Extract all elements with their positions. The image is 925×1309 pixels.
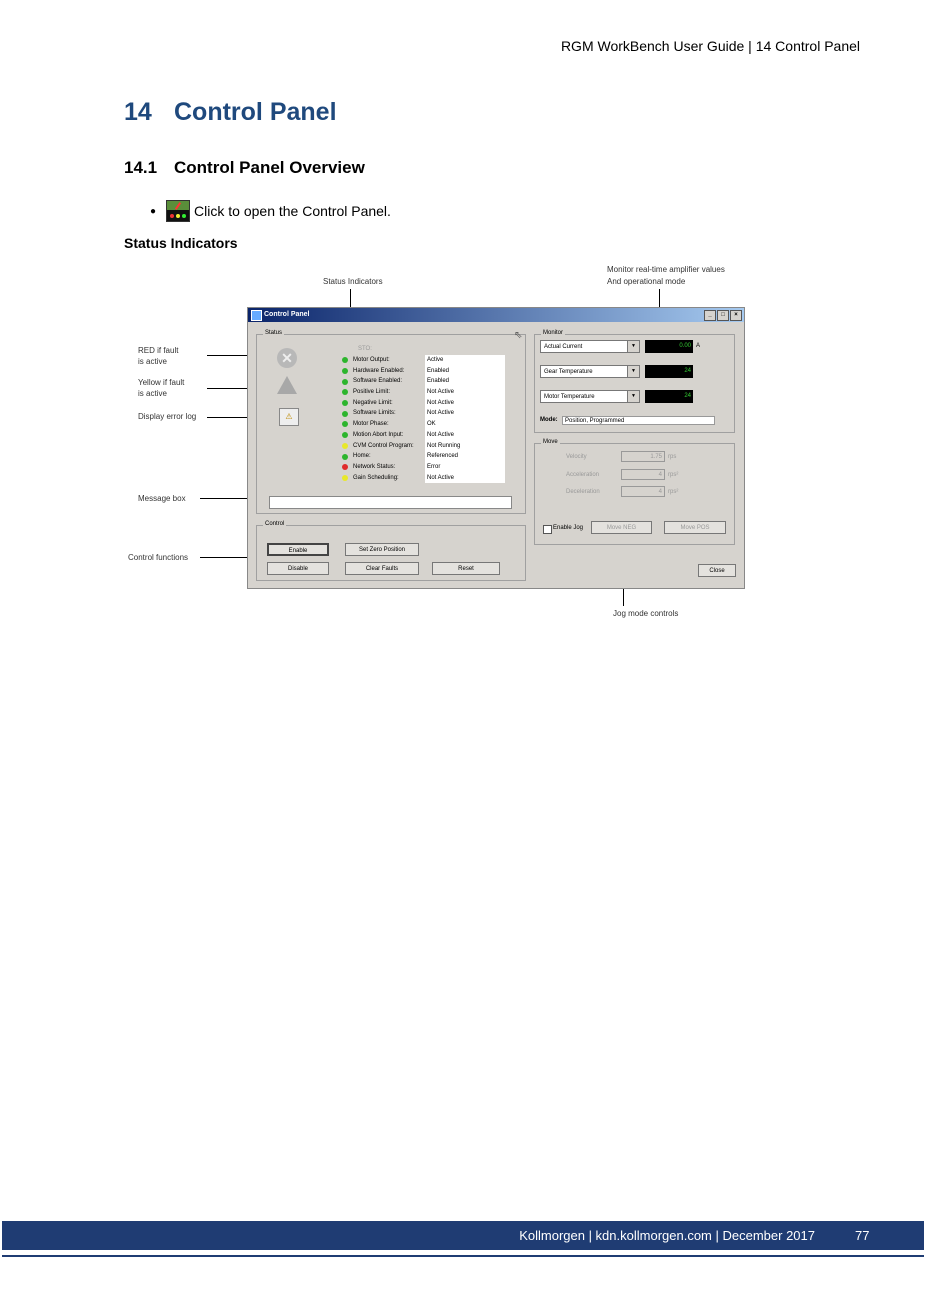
monitor-select-3[interactable]: Motor Temperature ▼	[540, 390, 640, 403]
status-led	[342, 432, 348, 438]
sto-label: STO:	[358, 346, 372, 352]
minimize-button[interactable]: _	[704, 310, 716, 321]
set-zero-position-button[interactable]: Set Zero Position	[345, 543, 419, 556]
status-led	[342, 411, 348, 417]
velocity-input[interactable]: 1.75	[621, 451, 665, 462]
status-group-label: Status	[265, 330, 283, 336]
enable-button[interactable]: Enable	[267, 543, 329, 556]
section-number: 14.1	[124, 158, 158, 177]
callout-error-log: Display error log	[138, 412, 197, 421]
acceleration-input[interactable]: 4	[621, 469, 665, 480]
running-header: RGM WorkBench User Guide | 14 Control Panel	[560, 38, 860, 54]
window-title: Control Panel	[264, 311, 310, 318]
mode-label: Mode:	[540, 417, 558, 423]
footer-line	[2, 1255, 924, 1257]
monitor-value-3: 24	[645, 390, 693, 403]
status-row: Gain Scheduling: Not Active	[342, 473, 505, 484]
status-led	[342, 379, 348, 385]
clear-faults-button[interactable]: Clear Faults	[345, 562, 419, 575]
deceleration-unit: rps²	[668, 489, 679, 495]
chapter-title: Control Panel	[174, 98, 337, 126]
reset-button[interactable]: Reset	[432, 562, 500, 575]
bullet-dot: ●	[150, 205, 157, 217]
section-heading	[124, 158, 365, 178]
cursor-icon: ⇖	[514, 330, 523, 341]
status-led	[342, 475, 348, 481]
close-window-button[interactable]: ×	[730, 310, 742, 321]
fault-x-icon: ✕	[277, 348, 297, 368]
status-row: Motion Abort Input: Not Active	[342, 430, 505, 441]
status-led	[342, 368, 348, 374]
status-led	[342, 443, 348, 449]
status-led	[342, 464, 348, 470]
status-row: Software Limits: Not Active	[342, 408, 505, 419]
move-neg-button[interactable]: Move NEG	[591, 521, 652, 534]
control-panel-icon[interactable]	[166, 200, 190, 222]
monitor-value-2: 24	[645, 365, 693, 378]
status-row: Hardware Enabled: Enabled	[342, 366, 505, 377]
callout-message-box: Message box	[138, 494, 186, 503]
acceleration-label: Acceleration	[566, 472, 600, 478]
acceleration-unit: rps²	[668, 472, 679, 478]
message-box	[269, 496, 512, 509]
chapter-number: 14	[124, 98, 152, 126]
status-led	[342, 454, 348, 460]
mode-value: Position, Programmed	[562, 416, 715, 425]
callout-status-indicators: Status Indicators	[323, 277, 383, 286]
callout-control-functions: Control functions	[128, 553, 189, 562]
callout-yellow-1: Yellow if fault	[138, 378, 185, 387]
velocity-label: Velocity	[566, 454, 587, 460]
status-row: Software Enabled: Enabled	[342, 376, 505, 387]
enable-jog-label: Enable Jog	[553, 525, 584, 531]
status-led	[342, 421, 348, 427]
control-panel-window	[247, 307, 745, 589]
warning-triangle-icon	[277, 376, 297, 394]
maximize-button[interactable]: □	[717, 310, 729, 321]
control-group-label: Control	[265, 521, 285, 527]
status-led	[342, 400, 348, 406]
status-row: Negative Limit: Not Active	[342, 398, 505, 409]
callout-yellow-2: is active	[138, 389, 167, 398]
bullet-text: Click to open the Control Panel.	[194, 203, 391, 219]
monitor-unit-1: A	[696, 343, 701, 349]
velocity-unit: rps	[668, 454, 677, 460]
page-number: 77	[855, 1228, 870, 1243]
status-led	[342, 389, 348, 395]
callout-red-1: RED if fault	[138, 346, 179, 355]
status-led	[342, 357, 348, 363]
bullet-item	[150, 200, 391, 222]
callout-monitor-1: Monitor real-time amplifier values	[607, 265, 725, 274]
enable-jog-checkbox[interactable]	[543, 525, 552, 534]
section-title: Control Panel Overview	[174, 158, 365, 177]
callout-jog-mode: Jog mode controls	[613, 609, 679, 618]
window-icon	[251, 310, 262, 321]
arrow-control	[200, 557, 252, 558]
deceleration-label: Deceleration	[566, 489, 600, 495]
status-row: Positive Limit: Not Active	[342, 387, 505, 398]
callout-red-2: is active	[138, 357, 167, 366]
status-row: Motor Output: Active	[342, 355, 505, 366]
status-row: Network Status: Error	[342, 462, 505, 473]
monitor-group-label: Monitor	[543, 330, 564, 336]
deceleration-input[interactable]: 4	[621, 486, 665, 497]
footer-text: Kollmorgen | kdn.kollmorgen.com | December 2017	[519, 1228, 815, 1243]
status-row: Home: Referenced	[342, 451, 505, 462]
move-pos-button[interactable]: Move POS	[664, 521, 726, 534]
callout-monitor-2: And operational mode	[607, 277, 686, 286]
status-row: Motor Phase: OK	[342, 419, 505, 430]
move-group-label: Move	[543, 439, 558, 445]
disable-button[interactable]: Disable	[267, 562, 329, 575]
status-list	[342, 355, 505, 483]
monitor-select-1[interactable]: Actual Current ▼	[540, 340, 640, 353]
close-button[interactable]: Close	[698, 564, 736, 577]
monitor-select-2[interactable]: Gear Temperature ▼	[540, 365, 640, 378]
window-titlebar	[248, 308, 744, 322]
error-log-button[interactable]: ⚠	[279, 408, 299, 426]
status-row: CVM Control Program: Not Running	[342, 441, 505, 452]
subheading: Status Indicators	[124, 235, 238, 251]
chapter-heading	[124, 98, 337, 127]
monitor-value-1: 0.00	[645, 340, 693, 353]
